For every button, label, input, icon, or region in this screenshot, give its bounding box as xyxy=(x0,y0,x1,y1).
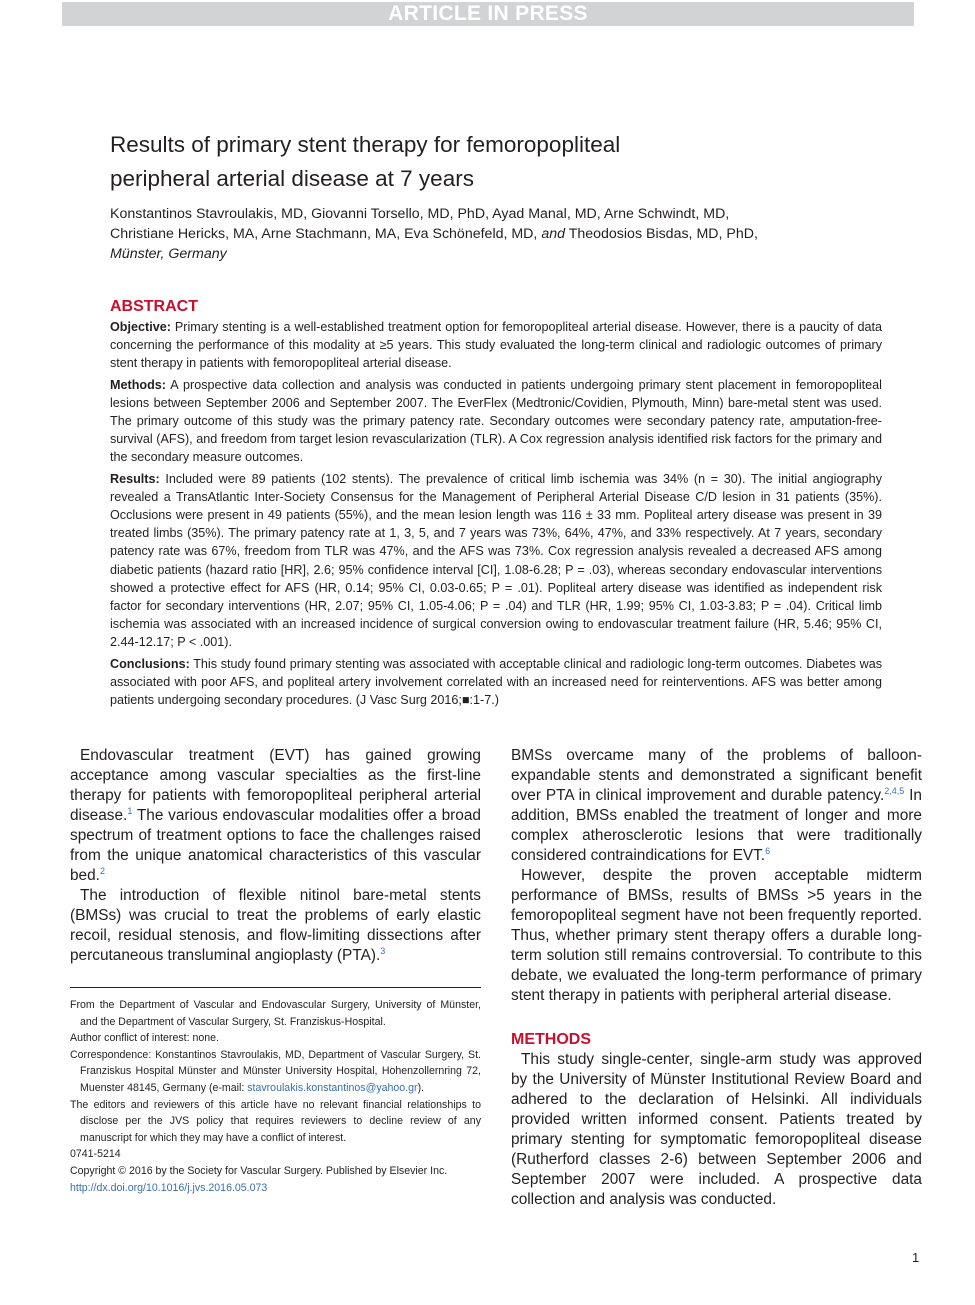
results-label: Results: xyxy=(110,471,160,486)
footnote-conflict: Author conflict of interest: none. xyxy=(70,1032,219,1045)
abstract-objective xyxy=(110,318,882,373)
footnotes xyxy=(70,997,481,1196)
reference-link[interactable]: 3 xyxy=(380,945,386,956)
footnote-copyright: Copyright © 2016 by the Society for Vascular Surgery. Published by Elsevier Inc. xyxy=(70,1164,448,1177)
title-line-2: peripheral arterial disease at 7 years xyxy=(110,166,474,191)
intro-p3-text-a: BMSs overcame many of the problems of balloon-expandable stents and demonstrated a significant benefit over PTA in clinical improvement and durable patency. xyxy=(511,747,922,804)
reference-link[interactable]: 6 xyxy=(765,845,771,856)
objective-text: Primary stenting is a well-established treatment option for femoropopliteal arterial disease. However, there is a paucity of data concerning the performance of this modality at ≥5 years. This study evaluated the long-term clinical and radiologic outcomes of primary stent therapy in patients with femoropopliteal arterial disease. xyxy=(110,320,882,371)
intro-paragraph-4: However, despite the proven acceptable midterm performance of BMSs, results of BMSs >5 years in the femoropopliteal segment have not been frequently reported. Thus, whether primary stent therapy offers a durable long-term solution still remains controversial. To contribute to this debate, we evaluated the long-term performance of primary stent therapy in patients with peripheral arterial disease. xyxy=(511,867,922,1004)
email-link[interactable]: stavroulakis.konstantinos@yahoo.gr xyxy=(247,1081,418,1094)
reference-link[interactable]: 2 xyxy=(99,865,105,876)
article-title xyxy=(110,128,830,196)
intro-p2-text: The introduction of flexible nitinol bare-metal stents (BMSs) was crucial to treat the problems of early elastic recoil, residual stenosis, and flow-limiting dissections after percutaneous transluminal angioplasty (PTA). xyxy=(70,887,481,964)
abstract-heading: ABSTRACT xyxy=(110,298,198,315)
reference-link[interactable]: 2,4,5 xyxy=(884,785,905,796)
title-line-1: Results of primary stent therapy for femoropopliteal xyxy=(110,132,621,157)
footnote-issn: 0741-5214 xyxy=(70,1148,121,1161)
conclusions-label: Conclusions: xyxy=(110,656,190,671)
footnote-divider xyxy=(70,987,481,988)
body-left-column xyxy=(70,746,481,966)
reference-link[interactable]: 1 xyxy=(127,805,133,816)
body-right-column xyxy=(511,746,922,1210)
footnote-correspondence xyxy=(70,1047,481,1097)
objective-label: Objective: xyxy=(110,320,171,334)
methods-label: Methods: xyxy=(110,377,166,392)
intro-p3-text-b: In addition, BMSs enabled the treatment of longer and more complex atherosclerotic lesions that were traditionally considered contraindications for EVT. xyxy=(511,787,922,864)
abstract-conclusions xyxy=(110,655,882,710)
doi-link[interactable]: http://dx.doi.org/10.1016/j.jvs.2016.05.073 xyxy=(70,1181,268,1194)
methods-paragraph-1: This study single-center, single-arm study was approved by the University of Münster Institutional Review Board and adhered to the declaration of Helsinki. All individuals provided written informed consent. Patients treated by primary stenting for symptomatic femoropopliteal disease (Rutherford classes 2-6) between September 2006 and September 2007 were included. A prospective data collection and analysis was conducted. xyxy=(511,1051,922,1208)
footnote-affiliation: From the Department of Vascular and Endovascular Surgery, University of Münster, and the Department of Vascular Surgery, St. Franziskus-Hospital. xyxy=(70,999,481,1028)
correspondence-text: Correspondence: Konstantinos Stavroulakis, MD, Department of Vascular Surgery, St. Franziskus Hospital Münster and Münster University Hospital, Hohenzollernring 72, Muenster 48145, Germany (e-mail: xyxy=(70,1048,481,1094)
conclusions-text: This study found primary stenting was associated with acceptable clinical and radiologic long-term outcomes. Diabetes was associated with poor AFS, and popliteal artery involvement correlated with an increased need for reinterventions. AFS was better among patients undergoing secondary procedures. (J Vasc Surg 2016;■:1-7.) xyxy=(110,656,882,708)
author-list xyxy=(110,204,890,264)
abstract-methods xyxy=(110,376,882,467)
intro-p1-text-b: The various endovascular modalities offer a broad spectrum of treatment options to face the challenges raised from the unique anatomical characteristics of this vascular bed. xyxy=(70,807,481,884)
intro-paragraph-3 xyxy=(511,746,922,866)
intro-paragraph-1 xyxy=(70,746,481,886)
authors-line-2a: Christiane Hericks, MA, Arne Stachmann, MA, Eva Schönefeld, MD, xyxy=(110,226,538,242)
page-number: 1 xyxy=(912,1250,920,1265)
correspondence-end: ). xyxy=(417,1081,425,1094)
abstract-body xyxy=(110,318,882,712)
authors-and: and xyxy=(541,226,565,242)
results-text: Included were 89 patients (102 stents). The prevalence of critical limb ischemia was 34% (n = 30). The initial angiography revealed a TransAtlantic Inter-Society Consensus for the Management of Peripheral Arterial Disease C/D lesion in 31 patients (35%). Occlusions were present in 49 patients (55%), and the mean lesion length was 116 ± 33 mm. Popliteal artery disease was present in 39 treated limbs (35%). The primary patency rate at 1, 3, 5, and 7 years was 73%, 64%, 47%, and 33% respectively. At 7 years, secondary patency rate was 67%, freedom from TLR was 47%, and the AFS was 73%. Cox regression analysis revealed a decreased AFS among diabetic patients (hazard ratio [HR], 2.6; 95% confidence interval [CI], 1.08-6.28; P = .03), whereas secondary endovascular interventions showed a protective effect for AFS (HR, 0.14; 95% CI, 0.03-0.65; P = .01). Popliteal artery disease was identified as independent risk factor for secondary interventions (HR, 2.07; 95% CI, 1.05-4.06; P = .04) and TLR (HR, 1.99; 95% CI, 1.03-3.83; P = .04). Critical limb ischemia was associated with an increased incidence of surgical conversion owing to endovascular treatment failure (HR, 5.46; 95% CI, 2.44-12.17; P < .001). xyxy=(110,471,882,650)
methods-heading: METHODS xyxy=(511,1031,591,1048)
abstract-results xyxy=(110,470,882,652)
authors-line-2b: Theodosios Bisdas, MD, PhD, xyxy=(568,226,758,242)
article-in-press-banner: ARTICLE IN PRESS xyxy=(62,2,914,26)
footnote-editors: The editors and reviewers of this article have no relevant financial relationships to disclose per the JVS policy that requires reviewers to decline review of any manuscript for which they may have a conflict of interest. xyxy=(70,1098,481,1144)
authors-line-1: Konstantinos Stavroulakis, MD, Giovanni Torsello, MD, PhD, Ayad Manal, MD, Arne Schwindt, MD, xyxy=(110,206,730,222)
methods-text: A prospective data collection and analysis was conducted in patients undergoing primary stent placement in femoropopliteal lesions between September 2006 and September 2007. The EverFlex (Medtronic/Covidien, Plymouth, Minn) bare-metal stent was used. The primary outcome of this study was the primary patency rate. Secondary outcomes were secondary patency rate, amputation-free-survival (AFS), and freedom from target lesion revascularization (TLR). A Cox regression analysis identified risk factors for the primary and the secondary measure outcomes. xyxy=(110,377,882,465)
footnote-doi xyxy=(70,1180,481,1197)
intro-p1-text-a: Endovascular treatment (EVT) has gained growing acceptance among vascular specialties as the first-line therapy for patients with femoropopliteal peripheral arterial disease. xyxy=(70,747,481,824)
author-location: Münster, Germany xyxy=(110,246,227,262)
intro-paragraph-2 xyxy=(70,886,481,966)
